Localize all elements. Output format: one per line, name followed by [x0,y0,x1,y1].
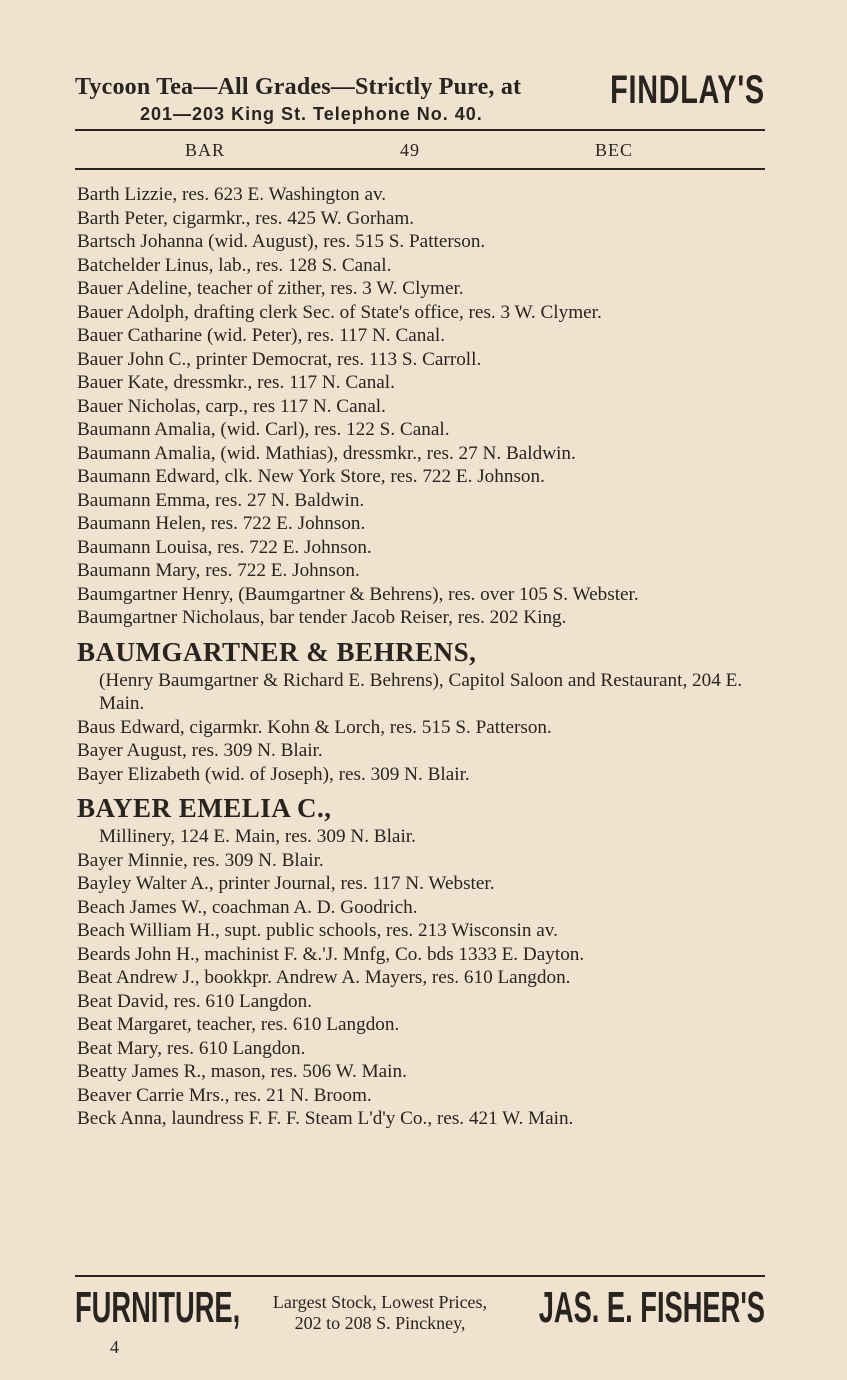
list-item: Bauer Adeline, teacher of zither, res. 3 W. Clymer. [77,278,464,299]
ad-bottom-slogan: Largest Stock, Lowest Prices, [272,1292,488,1312]
list-item: Baumann Mary, res. 722 E. Johnson. [77,560,360,581]
list-item: Batchelder Linus, lab., res. 128 S. Canal. [77,254,392,276]
ad-bottom-details [250,1292,510,1334]
list-item: Bayer Minnie, res. 309 N. Blair. [77,849,324,871]
directory-listing [77,183,767,1131]
list-item: Baumann Amalia, (wid. Mathias), dressmkr., res. 27 N. Baldwin. [77,442,576,464]
list-item: Bauer Catharine (wid. Peter), res. 117 N. Canal. [77,325,446,346]
ad-bottom-brand: JAS. E. FISHER'S [538,1283,765,1332]
list-item: Beat Margaret, teacher, res. 610 Langdon. [77,1014,400,1035]
list-item: Bauer Nicholas, carp., res 117 N. Canal. [77,395,386,417]
list-item: Beat David, res. 610 Langdon. [77,990,312,1012]
list-item: Bayer Elizabeth (wid. of Joseph), res. 309 N. Blair. [77,763,470,785]
list-item: Beat Mary, res. 610 Langdon. [77,1037,306,1059]
featured-listing-details: Millinery, 124 E. Main, res. 309 N. Blair. [99,826,416,847]
ad-top-brand: FINDLAY'S [610,68,765,112]
header-range-end: BEC [595,140,634,160]
ad-top-slogan: Tycoon Tea—All Grades—Strictly Pure, at [75,74,522,100]
list-item: Baumann Louisa, res. 722 E. Johnson. [77,536,372,558]
list-item: Beaver Carrie Mrs., res. 21 N. Broom. [77,1084,372,1106]
list-item: Bauer Adolph, drafting clerk Sec. of State's office, res. 3 W. Clymer. [77,301,602,323]
list-item: Baumann Emma, res. 27 N. Baldwin. [77,489,365,511]
list-item: Barth Peter, cigarmkr., res. 425 W. Gorham. [77,207,415,229]
list-item: Beach William H., supt. public schools, res. 213 Wisconsin av. [77,920,558,941]
list-item: Bauer Kate, dressmkr., res. 117 N. Canal. [77,372,395,393]
ad-bottom-product: FURNITURE, [75,1283,241,1332]
list-item: Beach James W., coachman A. D. Goodrich. [77,896,418,918]
running-header [75,140,765,164]
list-item: Barth Lizzie, res. 623 E. Washington av. [77,184,387,205]
top-rule [75,129,765,131]
list-item: Beards John H., machinist F. &.'J. Mnfg, Co. bds 1333 E. Dayton. [77,943,585,965]
list-item: Baus Edward, cigarmkr. Kohn & Lorch, res. 515 S. Patterson. [77,716,552,738]
list-item: Beat Andrew J., bookkpr. Andrew A. Mayers, res. 610 Langdon. [77,967,571,988]
list-item: Beck Anna, laundress F. F. F. Steam L'd'y Co., res. 421 W. Main. [77,1108,574,1129]
ad-bottom-address: 202 to 208 S. Pinckney, [294,1313,466,1333]
list-item: Bartsch Johanna (wid. August), res. 515 S. Patterson. [77,231,486,252]
list-item: Baumgartner Nicholaus, bar tender Jacob Reiser, res. 202 King. [77,607,567,628]
list-item: Baumgartner Henry, (Baumgartner & Behrens), res. over 105 S. Webster. [77,583,639,605]
header-range-start: BAR [185,140,226,160]
featured-listing-details: (Henry Baumgartner & Richard E. Behrens), Capitol Saloon and Restaurant, 204 E. Main. [99,669,743,714]
bottom-rule [75,1275,765,1277]
header-rule [75,168,765,170]
bottom-advertisement [75,1283,765,1346]
list-item: Bayer August, res. 309 N. Blair. [77,740,323,761]
folio-number: 4 [110,1337,119,1357]
list-item: Beatty James R., mason, res. 506 W. Main. [77,1061,407,1082]
top-advertisement [75,70,765,130]
list-item: Baumann Amalia, (wid. Carl), res. 122 S. Canal. [77,419,450,440]
list-item: Bayley Walter A., printer Journal, res. 117 N. Webster. [77,873,495,894]
list-item: Baumann Edward, clk. New York Store, res. 722 E. Johnson. [77,466,545,487]
list-item: Bauer John C., printer Democrat, res. 113 S. Carroll. [77,348,482,370]
featured-listing-name: BAYER EMELIA C., [77,793,332,823]
header-page-number: 49 [400,140,420,160]
list-item: Baumann Helen, res. 722 E. Johnson. [77,513,366,534]
featured-listing [77,791,767,849]
featured-listing [77,635,767,716]
featured-listing-name: BAUMGARTNER & BEHRENS, [77,636,477,667]
ad-top-address: 201—203 King St. Telephone No. 40. [140,104,483,124]
